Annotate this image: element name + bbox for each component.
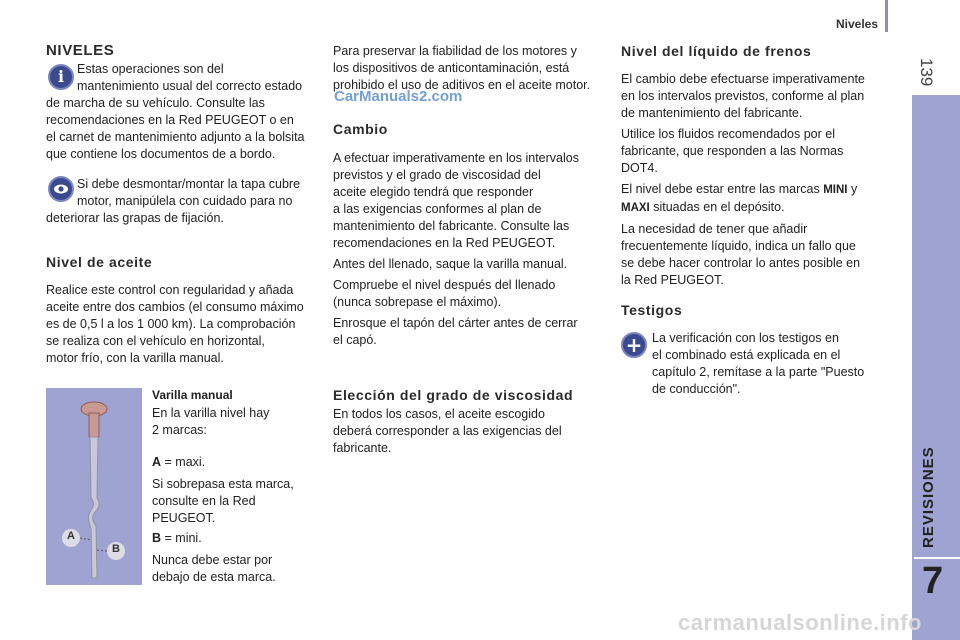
oil-change-text: A efectuar imperativamente en los intervalos previstos y el grado de viscosidad del aceite elegido tendrá que responder a las exigencias conformes al plan de mantenimiento del fabricante. Consulte las recomendaciones en la Red PEUGEOT. Antes del llenado, saque la varilla manual. Compruebe el nivel después del llenado (nunca sobrepase el máximo). Enrosque el tapón del cárter antes de cerrar el capó.: [333, 151, 579, 347]
brake-fluid-text: El cambio debe efectuarse imperativamente en los intervalos previstos, conforme al plan de mantenimiento del fabricante. Utilice los fluidos recomendados por el fabricante, que responden a las Normas DOT4. El nivel debe estar entre las marcas MINI y MAXI situadas en el depósito. La necesidad de tener que añadir frecuentemente líquido, indica un fallo que se debe hacer controlar lo antes posible en la Red PEUGEOT.: [621, 72, 865, 287]
dipstick-figure: [46, 388, 142, 585]
info-icon: i: [48, 64, 74, 90]
watermark-top[interactable]: CarManuals2.com: [334, 88, 463, 105]
dipstick-label-a: A: [67, 530, 75, 542]
plus-icon: +: [621, 332, 647, 358]
dipstick-text: En la varilla nivel hay 2 marcas:: [152, 406, 270, 437]
watermark-bottom[interactable]: carmanualsonline.info: [678, 610, 922, 635]
info-note: Estas operaciones son del mantenimiento usual del correcto estado de marcha de su vehículo. Consulte las recomendaciones en la Red PEUGEOT o en el carnet de mantenimiento adjunto a la bolsita que contiene los documentos de a bordo.: [46, 62, 305, 161]
mark-b-text: B = mini. Nunca debe estar por debajo de esta marca.: [152, 531, 276, 584]
oil-level-title: Nivel de aceite: [46, 254, 153, 270]
dipstick-title: Varilla manual: [152, 388, 233, 402]
warning-lamps-text: La verificación con los testigos en el combinado está explicada en el capítulo 2, remítase a la parte "Puesto de conducción".: [652, 331, 865, 396]
eye-note: Si debe desmontar/montar la tapa cubre motor, manipúlela con cuidado para no deteriorar las grapas de fijación.: [46, 177, 301, 225]
mark-a-text: A = maxi. Si sobrepasa esta marca, consulte en la Red PEUGEOT.: [152, 455, 294, 525]
niveles-title: NIVELES: [46, 42, 115, 59]
page-number: 139: [917, 58, 936, 87]
brake-fluid-title: Nivel del líquido de frenos: [621, 43, 812, 59]
viscosity-text: En todos los casos, el aceite escogido deberá corresponder a las exigencias del fabricante.: [333, 407, 562, 455]
header-divider: [885, 0, 888, 32]
warning-lamps-title: Testigos: [621, 302, 683, 318]
chapter-number: 7: [922, 560, 944, 602]
chapter-divider: [914, 557, 960, 559]
oil-change-title: Cambio: [333, 121, 388, 137]
additives-note: Para preservar la fiabilidad de los motores y los dispositivos de anticontaminación, está prohibido el uso de aditivos en el aceite motor.: [333, 44, 591, 92]
dipstick-label-b: B: [112, 543, 120, 555]
viscosity-title: Elección del grado de viscosidad: [333, 387, 574, 403]
chapter-label: REVISIONES: [920, 446, 937, 548]
header-section-title: Niveles: [836, 17, 879, 31]
oil-level-text: Realice este control con regularidad y añada aceite entre dos cambios (el consumo máximo es de 0,5 l a los 1 000 km). La comprobación se realiza con el vehículo en horizontal, motor frío, con la varilla manual.: [46, 283, 304, 365]
